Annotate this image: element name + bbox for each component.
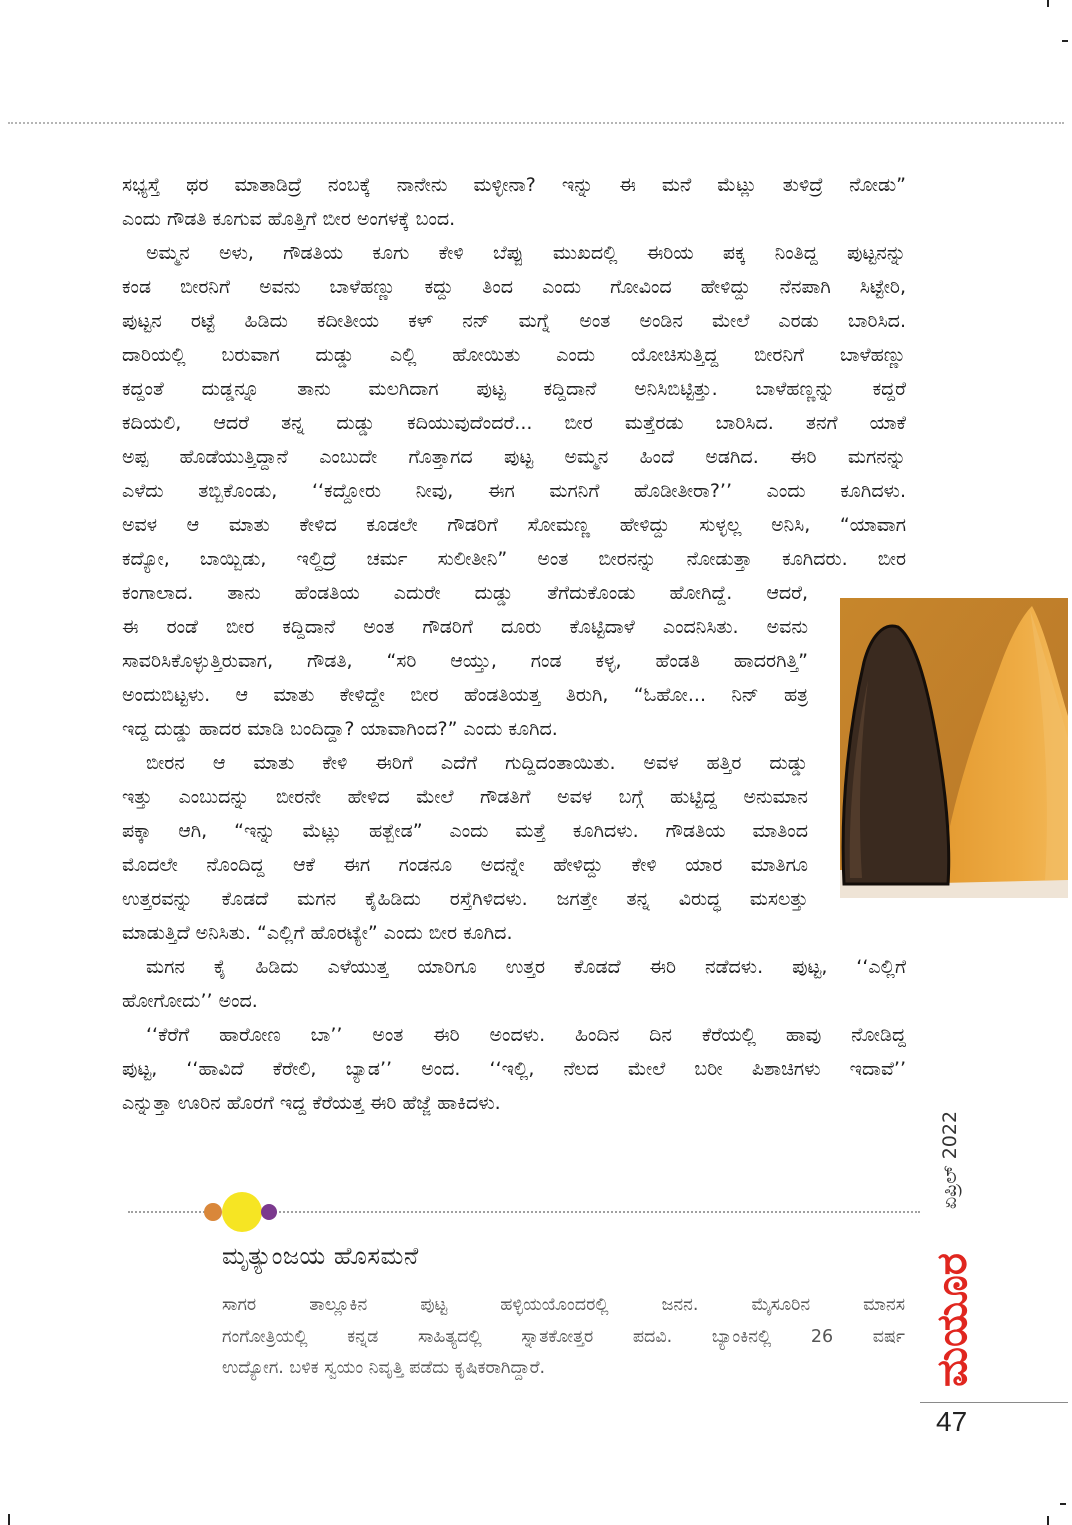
body-line: ಮೊದಲೇ ನೊಂದಿದ್ದ ಆಕೆ ಈಗ ಗಂಡನೂ ಅದನ್ನೇ ಹೇಳಿದ್ದು ಕೇಳಿ ಯಾರ ಮಾತಿಗೂ [122,854,808,876]
crop-mark [1060,1503,1066,1505]
abstract-dome-shapes-illustration [840,598,1068,898]
page-number-rule [920,1402,1068,1403]
page-number: 47 [936,1406,968,1437]
crop-mark [1062,40,1068,42]
body-line: ಎನ್ನುತ್ತಾ ಊರಿನ ಹೊರಗೆ ಇದ್ದ ಕೆರೆಯತ್ತ ಈರಿ ಹೆಜ್ಜೆ ಹಾಕಿದಳು. [122,1092,501,1114]
body-line: ಈ ರಂಡೆ ಬೀರ ಕದ್ದಿದಾನೆ ಅಂತ ಗೌಡರಿಗೆ ದೂರು ಕೊಟ್ಟಿದಾಳೆ ಎಂದನಿಸಿತು. ಅವನು [122,616,808,638]
body-line: ಹೋಗೋದು’’ ಅಂದ. [122,990,258,1012]
author-name: ಮೃತ್ಯುಂಜಯ ಹೊಸಮನೆ [222,1242,419,1270]
body-line: ದಾರಿಯಲ್ಲಿ ಬರುವಾಗ ದುಡ್ಡು ಎಲ್ಲಿ ಹೋಯಿತು ಎಂದು ಯೋಚಿಸುತ್ತಿದ್ದ ಬೀರನಿಗೆ ಬಾಳೆಹಣ್ಣು [122,344,906,366]
body-line: ಬೀರನ ಆ ಮಾತು ಕೇಳಿ ಈರಿಗೆ ಎದೆಗೆ ಗುದ್ದಿದಂತಾಯಿತು. ಅವಳ ಹತ್ತಿರ ದುಡ್ಡು [146,752,808,774]
body-line: ಪಕ್ಕಾ ಆಗಿ, “ಇನ್ನು ಮೆಟ್ಲು ಹತ್ಬೇಡ” ಎಂದು ಮತ್ತೆ ಕೂಗಿದಳು. ಗೌಡತಿಯ ಮಾತಿಂದ [122,820,808,842]
body-line: ಉತ್ತರವನ್ನು ಕೊಡದೆ ಮಗನ ಕೈಹಿಡಿದು ರಸ್ತೆಗಿಳಿದಳು. ಜಗತ್ತೇ ತನ್ನ ವಿರುದ್ಧ ಮಸಲತ್ತು [122,888,808,910]
crop-mark [8,1514,10,1525]
author-bio-line: ಸಾಗರ ತಾಲ್ಲೂಕಿನ ಪುಟ್ಟ ಹಳ್ಳಿಯಯೊಂದರಲ್ಲಿ ಜನನ. ಮೈಸೂರಿನ ಮಾನಸ [222,1295,905,1315]
author-bio [222,1290,905,1385]
body-line: ಪುಟ್ಟನ ರಟ್ಟೆ ಹಿಡಿದು ಕದೀತೀಯ ಕಳ್ ನನ್ ಮಗ್ನೆ ಅಂತ ಅಂಡಿನ ಮೇಲೆ ಎರಡು ಬಾರಿಸಿದ. [122,310,906,332]
body-line: ಸಾವರಿಸಿಕೊಳ್ಳುತ್ತಿರುವಾಗ, ಗೌಡತಿ, “ಸರಿ ಆಯ್ತು, ಗಂಡ ಕಳ್ಳ, ಹೆಂಡತಿ ಹಾದರಗಿತ್ತಿ” [122,650,808,672]
divider-dot-orange [204,1203,222,1221]
body-line: ಇತ್ತು ಎಂಬುದನ್ನು ಬೀರನೇ ಹೇಳಿದ ಮೇಲೆ ಗೌಡತಿಗೆ ಅವಳ ಬಗ್ಗೆ ಹುಟ್ಟಿದ್ದ ಅನುಮಾನ [122,786,808,808]
body-line: ಕಂಗಾಲಾದ. ತಾನು ಹೆಂಡತಿಯ ಎದುರೇ ದುಡ್ಡು ತೆಗೆದುಕೊಂಡು ಹೋಗಿದ್ದೆ. ಆದರೆ, [122,582,808,604]
author-bio-line: ಉದ್ಯೋಗ. ಬಳಿಕ ಸ್ವಯಂ ನಿವೃತ್ತಿ ಪಡೆದು ಕೃಷಿಕರಾಗಿದ್ದಾರೆ. [222,1358,546,1378]
body-line: ಅಂದುಬಿಟ್ಟಳು. ಆ ಮಾತು ಕೇಳಿದ್ದೇ ಬೀರ ಹೆಂಡತಿಯತ್ತ ತಿರುಗಿ, “ಓಹೋ... ನಿನ್ ಹತ್ರ [122,684,808,706]
body-line: ಸಭ್ಯಸ್ತೆ ಥರ ಮಾತಾಡಿದ್ರೆ ನಂಬಕ್ಕೆ ನಾನೇನು ಮಳ್ಳೀನಾ? ಇನ್ನು ಈ ಮನೆ ಮೆಟ್ಲು ತುಳಿದ್ರೆ ನೋಡು” [122,174,906,196]
divider-dot-yellow [222,1192,262,1232]
body-line: ಅಪ್ಪ ಹೊಡೆಯುತ್ತಿದ್ದಾನೆ ಎಂಬುದೇ ಗೊತ್ತಾಗದ ಪುಟ್ಟ ಅಮ್ಮನ ಹಿಂದೆ ಅಡಗಿದ. ಈರಿ ಮಗನನ್ನು [122,446,906,468]
body-line: ಕದಿಯಲಿ, ಆದರೆ ತನ್ನ ದುಡ್ಡು ಕದಿಯುವುದೆಂದರೆ... ಬೀರ ಮತ್ತೆರಡು ಬಾರಿಸಿದ. ತನಗೆ ಯಾಕೆ [122,412,906,434]
article-body [122,168,906,1120]
body-line: ‘‘ಕೆರೆಗೆ ಹಾರೋಣ ಬಾ’’ ಅಂತ ಈರಿ ಅಂದಳು. ಹಿಂದಿನ ದಿನ ಕೆರೆಯಲ್ಲಿ ಹಾವು ನೋಡಿದ್ದ [146,1024,906,1046]
body-line: ಅಮ್ಮನ ಅಳು, ಗೌಡತಿಯ ಕೂಗು ಕೇಳಿ ಬೆಪ್ಪು ಮುಖದಲ್ಲಿ ಈರಿಯ ಪಕ್ಕ ನಿಂತಿದ್ದ ಪುಟ್ಟನನ್ನು [146,242,906,264]
body-line: ಮಾಡುತ್ತಿದೆ ಅನಿಸಿತು. “ಎಲ್ಲಿಗೆ ಹೊರಟ್ಯೇ” ಎಂದು ಬೀರ ಕೂಗಿದ. [122,922,513,944]
crop-mark [1047,1516,1049,1525]
crop-mark [1047,0,1049,7]
issue-date: ಏಪ್ರಿಲ್ 2022 [939,1110,961,1210]
body-line: ಪುಟ್ಟ, ‘‘ಹಾವಿದೆ ಕೆರೇಲಿ, ಬ್ಯಾಡ’’ ಅಂದ. ‘‘ಇಲ್ಲಿ, ನೆಲದ ಮೇಲೆ ಬರೀ ಪಿಶಾಚಿಗಳು ಇದಾವೆ’’ [122,1058,906,1080]
body-line: ಅವಳ ಆ ಮಾತು ಕೇಳಿದ ಕೂಡಲೇ ಗೌಡರಿಗೆ ಸೋಮಣ್ಣ ಹೇಳಿದ್ದು ಸುಳ್ಳಲ್ಲ ಅನಿಸಿ, “ಯಾವಾಗ [122,514,906,536]
body-line: ಇದ್ದ ದುಡ್ಡು ಹಾದರ ಮಾಡಿ ಬಂದಿದ್ದಾ? ಯಾವಾಗಿಂದ?” ಎಂದು ಕೂಗಿದ. [122,718,558,740]
body-line: ಎಳೆದು ತಬ್ಬಿಕೊಂಡು, ‘‘ಕದ್ದೋರು ನೀವು, ಈಗ ಮಗನಿಗೆ ಹೊಡೀತೀರಾ?’’ ಎಂದು ಕೂಗಿದಳು. [122,480,906,502]
body-line: ಕದ್ದಂತೆ ದುಡ್ಡನ್ನೂ ತಾನು ಮಲಗಿದಾಗ ಪುಟ್ಟ ಕದ್ದಿದಾನೆ ಅನಿಸಿಬಿಟ್ಟಿತ್ತು. ಬಾಳೆಹಣ್ಣನ್ನು ಕದ್ದರೆ [122,378,906,400]
magazine-logo: ಮಯೂರ [927,1253,976,1387]
author-bio-line: ಗಂಗೋತ್ರಿಯಲ್ಲಿ ಕನ್ನಡ ಸಾಹಿತ್ಯದಲ್ಲಿ ಸ್ನಾತಕೋತ್ತರ ಪದವಿ. ಬ್ಯಾಂಕಿನಲ್ಲಿ 26 ವರ್ಷ [222,1326,905,1347]
body-line: ಮಗನ ಕೈ ಹಿಡಿದು ಎಳೆಯುತ್ತ ಯಾರಿಗೂ ಉತ್ತರ ಕೊಡದೆ ಈರಿ ನಡೆದಳು. ಪುಟ್ಟ, ‘‘ಎಲ್ಲಿಗೆ [146,956,906,978]
top-dotted-rule [8,122,1064,124]
body-line: ಎಂದು ಗೌಡತಿ ಕೂಗುವ ಹೊತ್ತಿಗೆ ಬೀರ ಅಂಗಳಕ್ಕೆ ಬಂದ. [122,208,456,230]
divider-dot-purple [261,1204,277,1220]
body-line: ಕಂಡ ಬೀರನಿಗೆ ಅವನು ಬಾಳೆಹಣ್ಣು ಕದ್ದು ತಿಂದ ಎಂದು ಗೋವಿಂದ ಹೇಳಿದ್ದು ನೆನಪಾಗಿ ಸಿಟ್ಟೇರಿ, [122,276,906,298]
body-line: ಕದ್ಯೋ, ಬಾಯ್ಬಿಡು, ಇಲ್ದಿದ್ರೆ ಚರ್ಮ ಸುಲೀತೀನಿ” ಅಂತ ಬೀರನನ್ನು ನೋಡುತ್ತಾ ಕೂಗಿದರು. ಬೀರ [122,548,906,570]
